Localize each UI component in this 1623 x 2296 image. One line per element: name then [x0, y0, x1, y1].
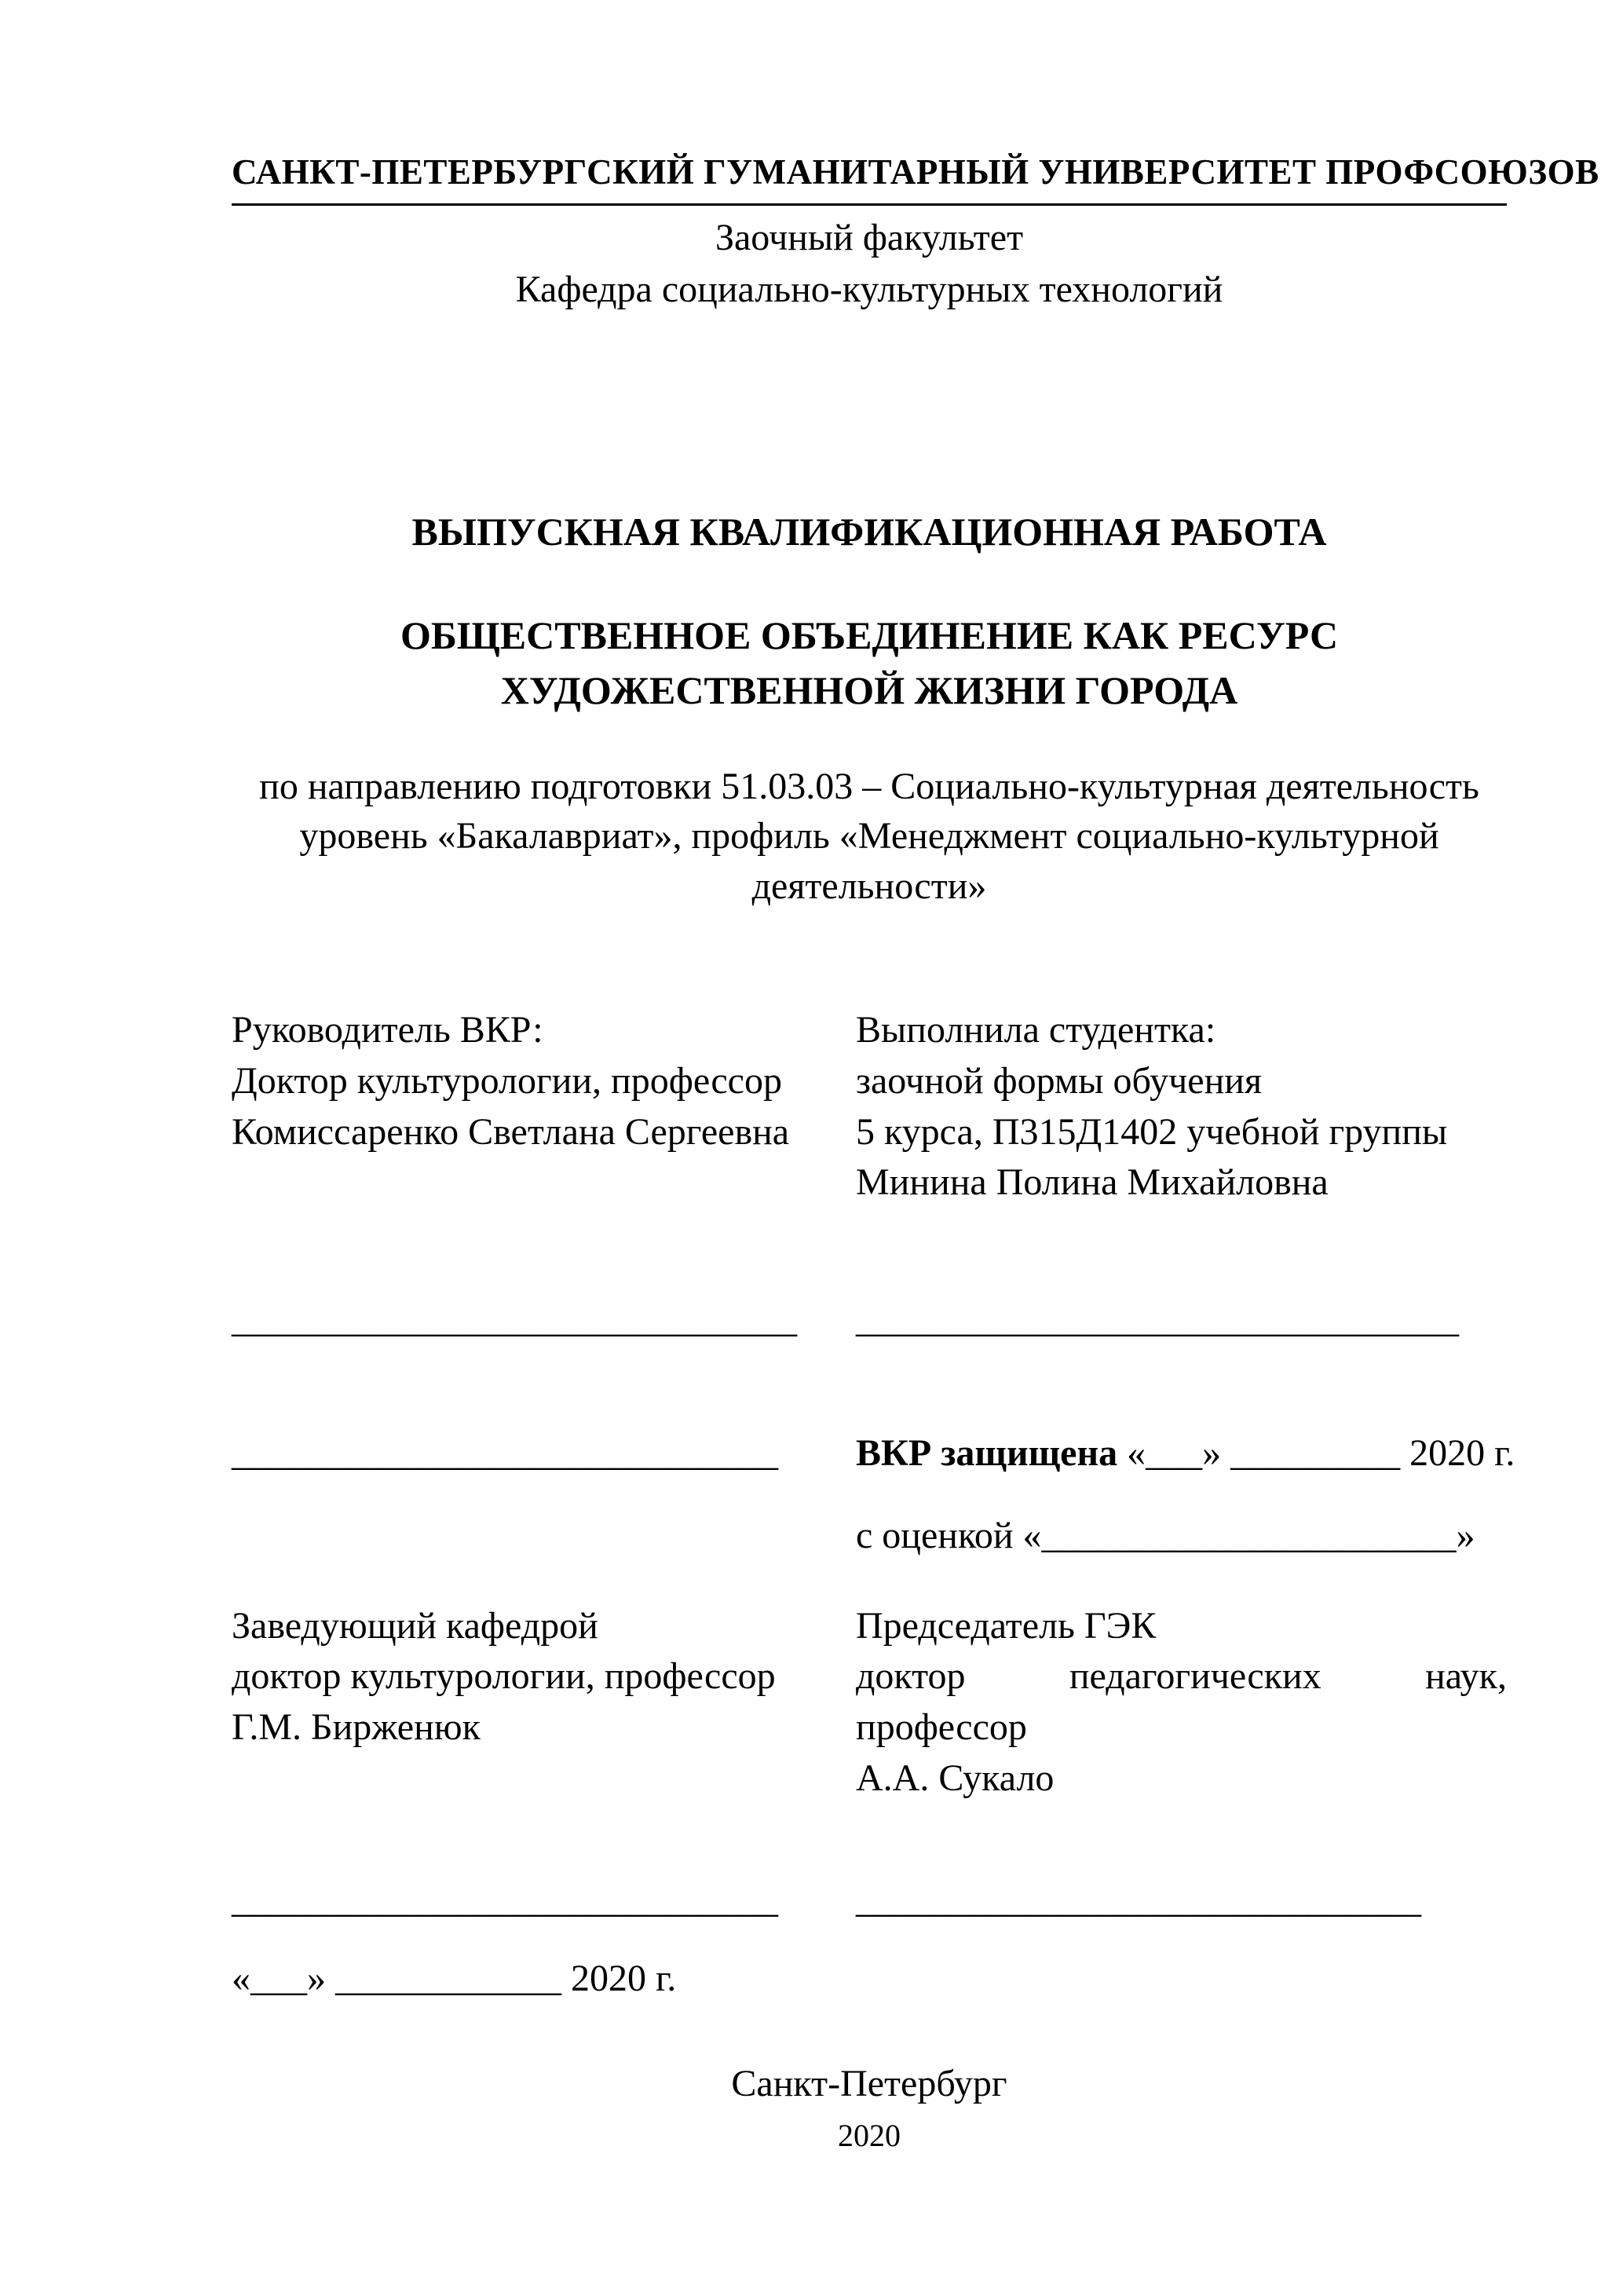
work-title: [232, 608, 1507, 718]
supervisor-degree: Доктор культурологии, профессор: [232, 1059, 782, 1102]
gek-degree-word-2: педагогических: [1069, 1655, 1321, 1698]
defense-date-line: [856, 1428, 1515, 1479]
university-name: САНКТ-ПЕТЕРБУРГСКИЙ ГУМАНИТАРНЫЙ УНИВЕРСИТЕТ ПРОФСОЮЗОВ: [232, 152, 1599, 192]
department-head-title: Заведующий кафедрой: [232, 1604, 598, 1647]
gek-chair-name: А.А. Сукало: [856, 1757, 1055, 1800]
department-head-block: [232, 1601, 856, 1804]
program-line-3: деятельности»: [751, 865, 987, 907]
gek-chair-degree-line: [856, 1651, 1507, 1702]
student-label: Выполнила студентка:: [856, 1009, 1216, 1051]
signature-row-1: [232, 1295, 1507, 1346]
header-divider: [232, 203, 1507, 206]
supervisor-name: Комиссаренко Светлана Сергеевна: [232, 1110, 790, 1153]
department-head-degree: доктор культурологии, профессор: [232, 1655, 776, 1698]
program-line-1: по направлению подготовки 51.03.03 – Социально-культурная деятельность: [259, 765, 1479, 807]
defense-defended-rest: «___» _________ 2020 г.: [1127, 1432, 1515, 1475]
grade-row-spacer: [232, 1511, 856, 1562]
date-row: [232, 1954, 1507, 2005]
grade-row: [232, 1511, 1507, 1562]
gek-chair-title: Председатель ГЭК: [856, 1604, 1157, 1647]
page-header: [232, 149, 1599, 316]
defense-defended-label: ВКР защищена: [856, 1432, 1118, 1475]
supervisor-block: [232, 1005, 856, 1208]
student-group: 5 курса, П315Д1402 учебной группы: [856, 1110, 1448, 1153]
defense-row: [232, 1428, 1515, 1479]
page-footer: [232, 2059, 1507, 2157]
faculty-name: Заочный факультет: [715, 216, 1024, 258]
gek-chair-signature-line: ______________________________: [856, 1878, 1421, 1921]
department-head-name: Г.М. Бирженюк: [232, 1706, 481, 1749]
department-name: Кафедра социально-культурных технологий: [515, 268, 1223, 310]
student-study-form: заочной формы обучения: [856, 1059, 1263, 1102]
gek-chair-block: [856, 1601, 1507, 1804]
supervisor-signature-line: ______________________________: [232, 1299, 797, 1341]
gek-degree-word-1: доктор: [856, 1655, 966, 1698]
work-title-line-1: ОБЩЕСТВЕННОЕ ОБЪЕДИНЕНИЕ КАК РЕСУРС: [400, 612, 1339, 657]
work-type-heading: ВЫПУСКНАЯ КВАЛИФИКАЦИОННАЯ РАБОТА: [411, 509, 1327, 554]
supervisor-label: Руководитель ВКР:: [232, 1009, 543, 1051]
gek-degree-word-3: наук,: [1425, 1655, 1507, 1698]
department-head-signature-line: _____________________________: [232, 1878, 778, 1921]
footer-city: Санкт-Петербург: [731, 2063, 1007, 2105]
people-row: [232, 1005, 1507, 1208]
officials-row: [232, 1601, 1507, 1804]
signature-row-2: [232, 1875, 1507, 1926]
work-title-line-2: ХУДОЖЕСТВЕННОЙ ЖИЗНИ ГОРОДА: [500, 667, 1238, 712]
gek-chair-rank: профессор: [856, 1706, 1027, 1749]
student-signature-line: ________________________________: [856, 1299, 1459, 1341]
program-line-2: уровень «Бакалавриат», профиль «Менеджмент социально-культурной: [299, 815, 1439, 857]
program-info: [232, 762, 1507, 911]
footer-year: 2020: [838, 2118, 901, 2154]
student-block: [856, 1005, 1507, 1208]
department-head-date-line: «___» ____________ 2020 г.: [232, 1957, 677, 1999]
date-row-spacer: [856, 1954, 1507, 2005]
grade-line: с оценкой «______________________»: [856, 1514, 1475, 1556]
student-name: Минина Полина Михайловна: [856, 1161, 1329, 1204]
defense-left-signature-line: _____________________________: [232, 1432, 778, 1475]
